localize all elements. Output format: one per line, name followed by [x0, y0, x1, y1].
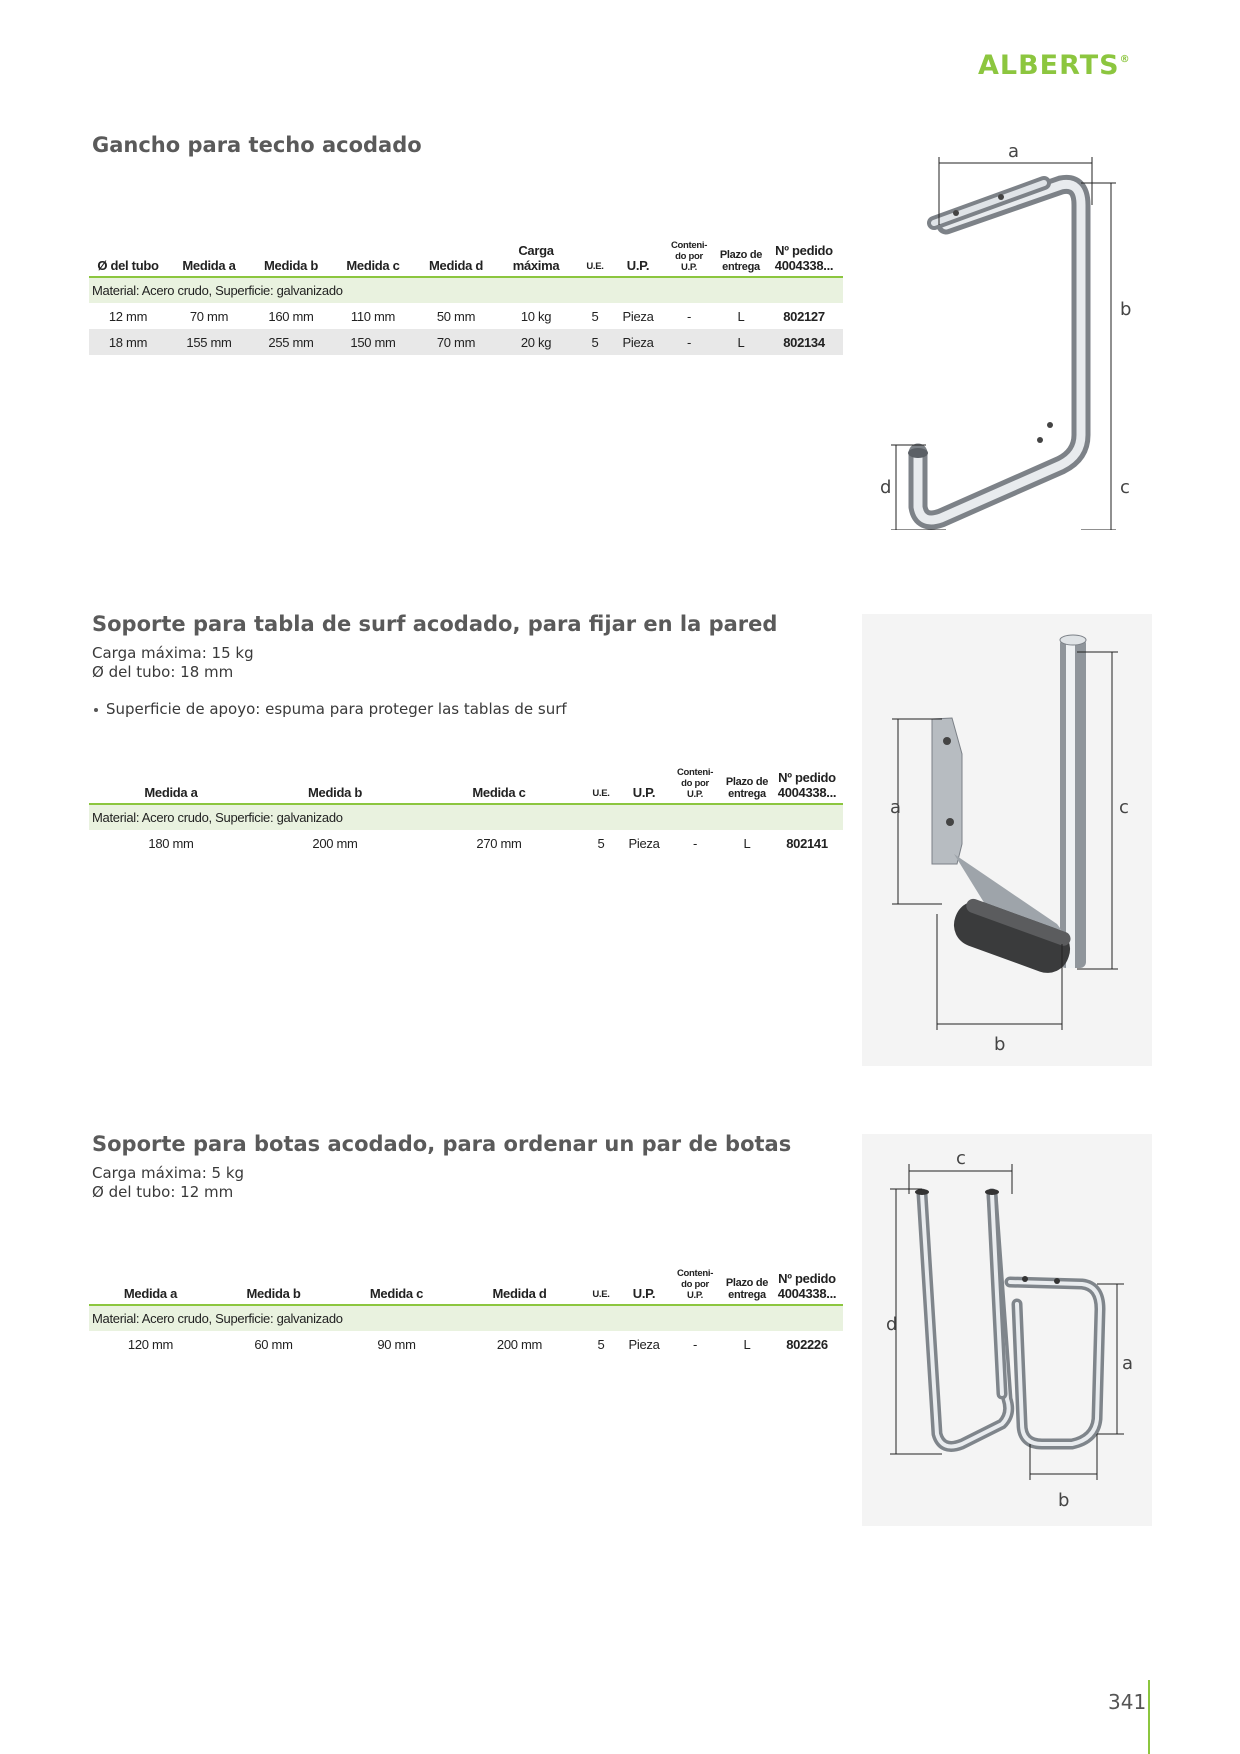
- header-medida-a: Medida a: [89, 1268, 212, 1305]
- header-ue: [575, 240, 615, 277]
- dim-label-a: a: [890, 797, 902, 818]
- header-contenido: [661, 240, 717, 277]
- header-plazo-2: entrega: [728, 788, 766, 800]
- cell-cont: -: [692, 835, 698, 851]
- section-title: Soporte para botas acodado, para ordenar un par de botas: [92, 1132, 792, 1156]
- cell-plazo: L: [717, 329, 765, 355]
- material-text: Material: Acero crudo, Superficie: galvanizado: [89, 1305, 843, 1331]
- header-ue-label: U.E.: [592, 788, 610, 799]
- cell-plazo: L: [737, 308, 745, 324]
- boot-holder-image: [862, 1134, 1152, 1526]
- surf-holder-drawing: [932, 635, 1086, 979]
- header-contenido: [667, 767, 723, 804]
- cell-b: 160 mm: [268, 308, 314, 324]
- cell-b: 60 mm: [254, 1336, 293, 1352]
- desc-load: Carga máxima: 15 kg: [92, 644, 254, 662]
- header-cont-2: do por: [681, 1279, 709, 1290]
- dim-label-d: d: [886, 1314, 898, 1335]
- cell-ue: 5: [597, 835, 605, 851]
- cell-ue: 5: [597, 1336, 605, 1352]
- header-plazo-1: Plazo de: [719, 249, 763, 261]
- material-row: [89, 1305, 843, 1331]
- cell-carga: 10 kg: [520, 308, 552, 324]
- registered-mark: ®: [1119, 54, 1131, 65]
- cell-b: 200 mm: [312, 835, 358, 851]
- product-section-boot-holder: [92, 1132, 842, 1202]
- spec-table-ceiling-hook: [89, 240, 843, 355]
- material-text: Material: Acero crudo, Superficie: galvanizado: [89, 804, 843, 830]
- header-medida-c: Medida c: [417, 767, 581, 804]
- header-pedido-2: 4004338...: [774, 258, 834, 273]
- header-cont-2: do por: [681, 778, 709, 789]
- material-row: [89, 804, 843, 830]
- header-medida-c: Medida c: [335, 1268, 458, 1305]
- dim-label-b: b: [1058, 1490, 1070, 1511]
- header-pedido-1: Nº pedido: [778, 770, 836, 785]
- table-header-row: [89, 1268, 843, 1305]
- cell-d: 70 mm: [415, 329, 497, 355]
- header-carga-1: Carga: [518, 243, 554, 258]
- desc-tube: Ø del tubo: 12 mm: [92, 1183, 234, 1201]
- header-pedido-1: Nº pedido: [775, 243, 833, 258]
- cell-c: 110 mm: [350, 308, 396, 324]
- table-row: [89, 303, 843, 329]
- feature-text: Superficie de apoyo: espuma para proteger las tablas de surf: [106, 700, 567, 718]
- bullet-dot-icon: [94, 708, 98, 712]
- header-ue-label: U.E.: [586, 261, 604, 272]
- header-medida-a: Medida a: [89, 767, 253, 804]
- product-section-ceiling-hook: [92, 133, 842, 157]
- cell-d: 50 mm: [436, 308, 476, 324]
- cell-a: 180 mm: [148, 835, 194, 851]
- dim-label-c: c: [956, 1148, 966, 1169]
- cell-b: 255 mm: [251, 329, 331, 355]
- header-up: U.P.: [615, 240, 661, 277]
- cell-order: 802134: [765, 329, 843, 355]
- desc-tube: Ø del tubo: 18 mm: [92, 663, 234, 681]
- header-pedido: [765, 240, 843, 277]
- header-plazo-1: Plazo de: [725, 1277, 769, 1289]
- section-description: [92, 1164, 842, 1202]
- cell-c: 150 mm: [331, 329, 415, 355]
- header-medida-c: Medida c: [331, 240, 415, 277]
- cell-cont: -: [686, 308, 692, 324]
- section-title: Soporte para tabla de surf acodado, para fijar en la pared: [92, 612, 778, 636]
- table-row: [89, 1331, 843, 1357]
- header-carga-2: máxima: [512, 258, 560, 273]
- header-ue: [581, 767, 621, 804]
- cell-up: Pieza: [622, 308, 654, 324]
- header-plazo: [723, 767, 771, 804]
- header-medida-d: Medida d: [415, 240, 497, 277]
- cell-cont: -: [661, 329, 717, 355]
- cell-a: 70 mm: [189, 308, 229, 324]
- dim-label-c: c: [1120, 477, 1130, 498]
- header-cont-3: U.P.: [680, 262, 698, 273]
- header-medida-b: Medida b: [253, 767, 417, 804]
- header-up: U.P.: [621, 1268, 667, 1305]
- page-number-bar: [1148, 1680, 1150, 1754]
- header-plazo: [717, 240, 765, 277]
- header-cont-3: U.P.: [686, 789, 704, 800]
- dim-label-c: c: [1119, 797, 1129, 818]
- header-medida-d: Medida d: [458, 1268, 581, 1305]
- cell-ue: 5: [591, 308, 599, 324]
- cell-tubo: 18 mm: [89, 329, 167, 355]
- table-header-row: [89, 767, 843, 804]
- ceiling-hook-drawing: [908, 183, 1081, 520]
- surf-holder-image: [862, 614, 1152, 1066]
- header-cont-3: U.P.: [686, 1290, 704, 1301]
- header-cont-1: Conteni-: [670, 240, 708, 251]
- boot-holder-drawing: [915, 1189, 1100, 1446]
- header-pedido-2: 4004338...: [777, 785, 837, 800]
- header-pedido: [771, 767, 843, 804]
- cell-tubo: 12 mm: [108, 308, 148, 324]
- cell-ue: 5: [575, 329, 615, 355]
- product-section-surf-holder: [92, 612, 842, 718]
- feature-bullet: [92, 700, 842, 718]
- dim-label-b: b: [994, 1034, 1006, 1055]
- cell-carga: 20 kg: [497, 329, 575, 355]
- cell-c: 270 mm: [476, 835, 522, 851]
- table-row: [89, 329, 843, 355]
- material-text: Material: Acero crudo, Superficie: galvanizado: [89, 277, 843, 303]
- ceiling-hook-image: [866, 135, 1156, 530]
- brand-name: ALBERTS: [978, 50, 1120, 81]
- header-pedido-2: 4004338...: [777, 1286, 837, 1301]
- desc-load: Carga máxima: 5 kg: [92, 1164, 245, 1182]
- header-medida-a: Medida a: [167, 240, 251, 277]
- header-cont-2: do por: [675, 251, 703, 262]
- header-cont-1: Conteni-: [676, 1268, 714, 1279]
- table-row: [89, 830, 843, 856]
- dim-label-a: a: [1008, 141, 1020, 162]
- material-row: [89, 277, 843, 303]
- spec-table-boot-holder: [89, 1268, 843, 1357]
- spec-table-surf-holder: [89, 767, 843, 856]
- header-plazo-2: entrega: [722, 261, 760, 273]
- header-ue-label: U.E.: [592, 1289, 610, 1300]
- header-up: U.P.: [621, 767, 667, 804]
- cell-d: 200 mm: [496, 1336, 543, 1352]
- header-carga: [497, 240, 575, 277]
- header-medida-b: Medida b: [212, 1268, 335, 1305]
- header-cont-1: Conteni-: [676, 767, 714, 778]
- cell-a: 120 mm: [127, 1336, 174, 1352]
- dim-label-a: a: [1122, 1353, 1134, 1374]
- header-pedido-1: Nº pedido: [778, 1271, 836, 1286]
- page-number: 341: [1108, 1690, 1147, 1714]
- cell-up: Pieza: [628, 835, 660, 851]
- cell-up: Pieza: [628, 1336, 660, 1352]
- section-title: Gancho para techo acodado: [92, 133, 422, 157]
- cell-order: 802226: [786, 1336, 828, 1352]
- dim-label-d: d: [880, 477, 892, 498]
- cell-order: 802127: [783, 308, 825, 324]
- cell-up: Pieza: [615, 329, 661, 355]
- table-header-row: [89, 240, 843, 277]
- header-contenido: [667, 1268, 723, 1305]
- cell-cont: -: [692, 1336, 698, 1352]
- header-medida-b: Medida b: [251, 240, 331, 277]
- cell-plazo: L: [743, 1336, 751, 1352]
- header-pedido: [771, 1268, 843, 1305]
- cell-plazo: L: [743, 835, 751, 851]
- header-plazo-2: entrega: [728, 1289, 766, 1301]
- dim-label-b: b: [1120, 299, 1132, 320]
- header-plazo: [723, 1268, 771, 1305]
- cell-a: 155 mm: [167, 329, 251, 355]
- cell-order: 802141: [786, 835, 828, 851]
- section-description: [92, 644, 842, 682]
- header-plazo-1: Plazo de: [725, 776, 769, 788]
- header-ue: [581, 1268, 621, 1305]
- header-tubo: Ø del tubo: [89, 240, 167, 277]
- brand-logo: [978, 50, 1131, 81]
- cell-c: 90 mm: [377, 1336, 416, 1352]
